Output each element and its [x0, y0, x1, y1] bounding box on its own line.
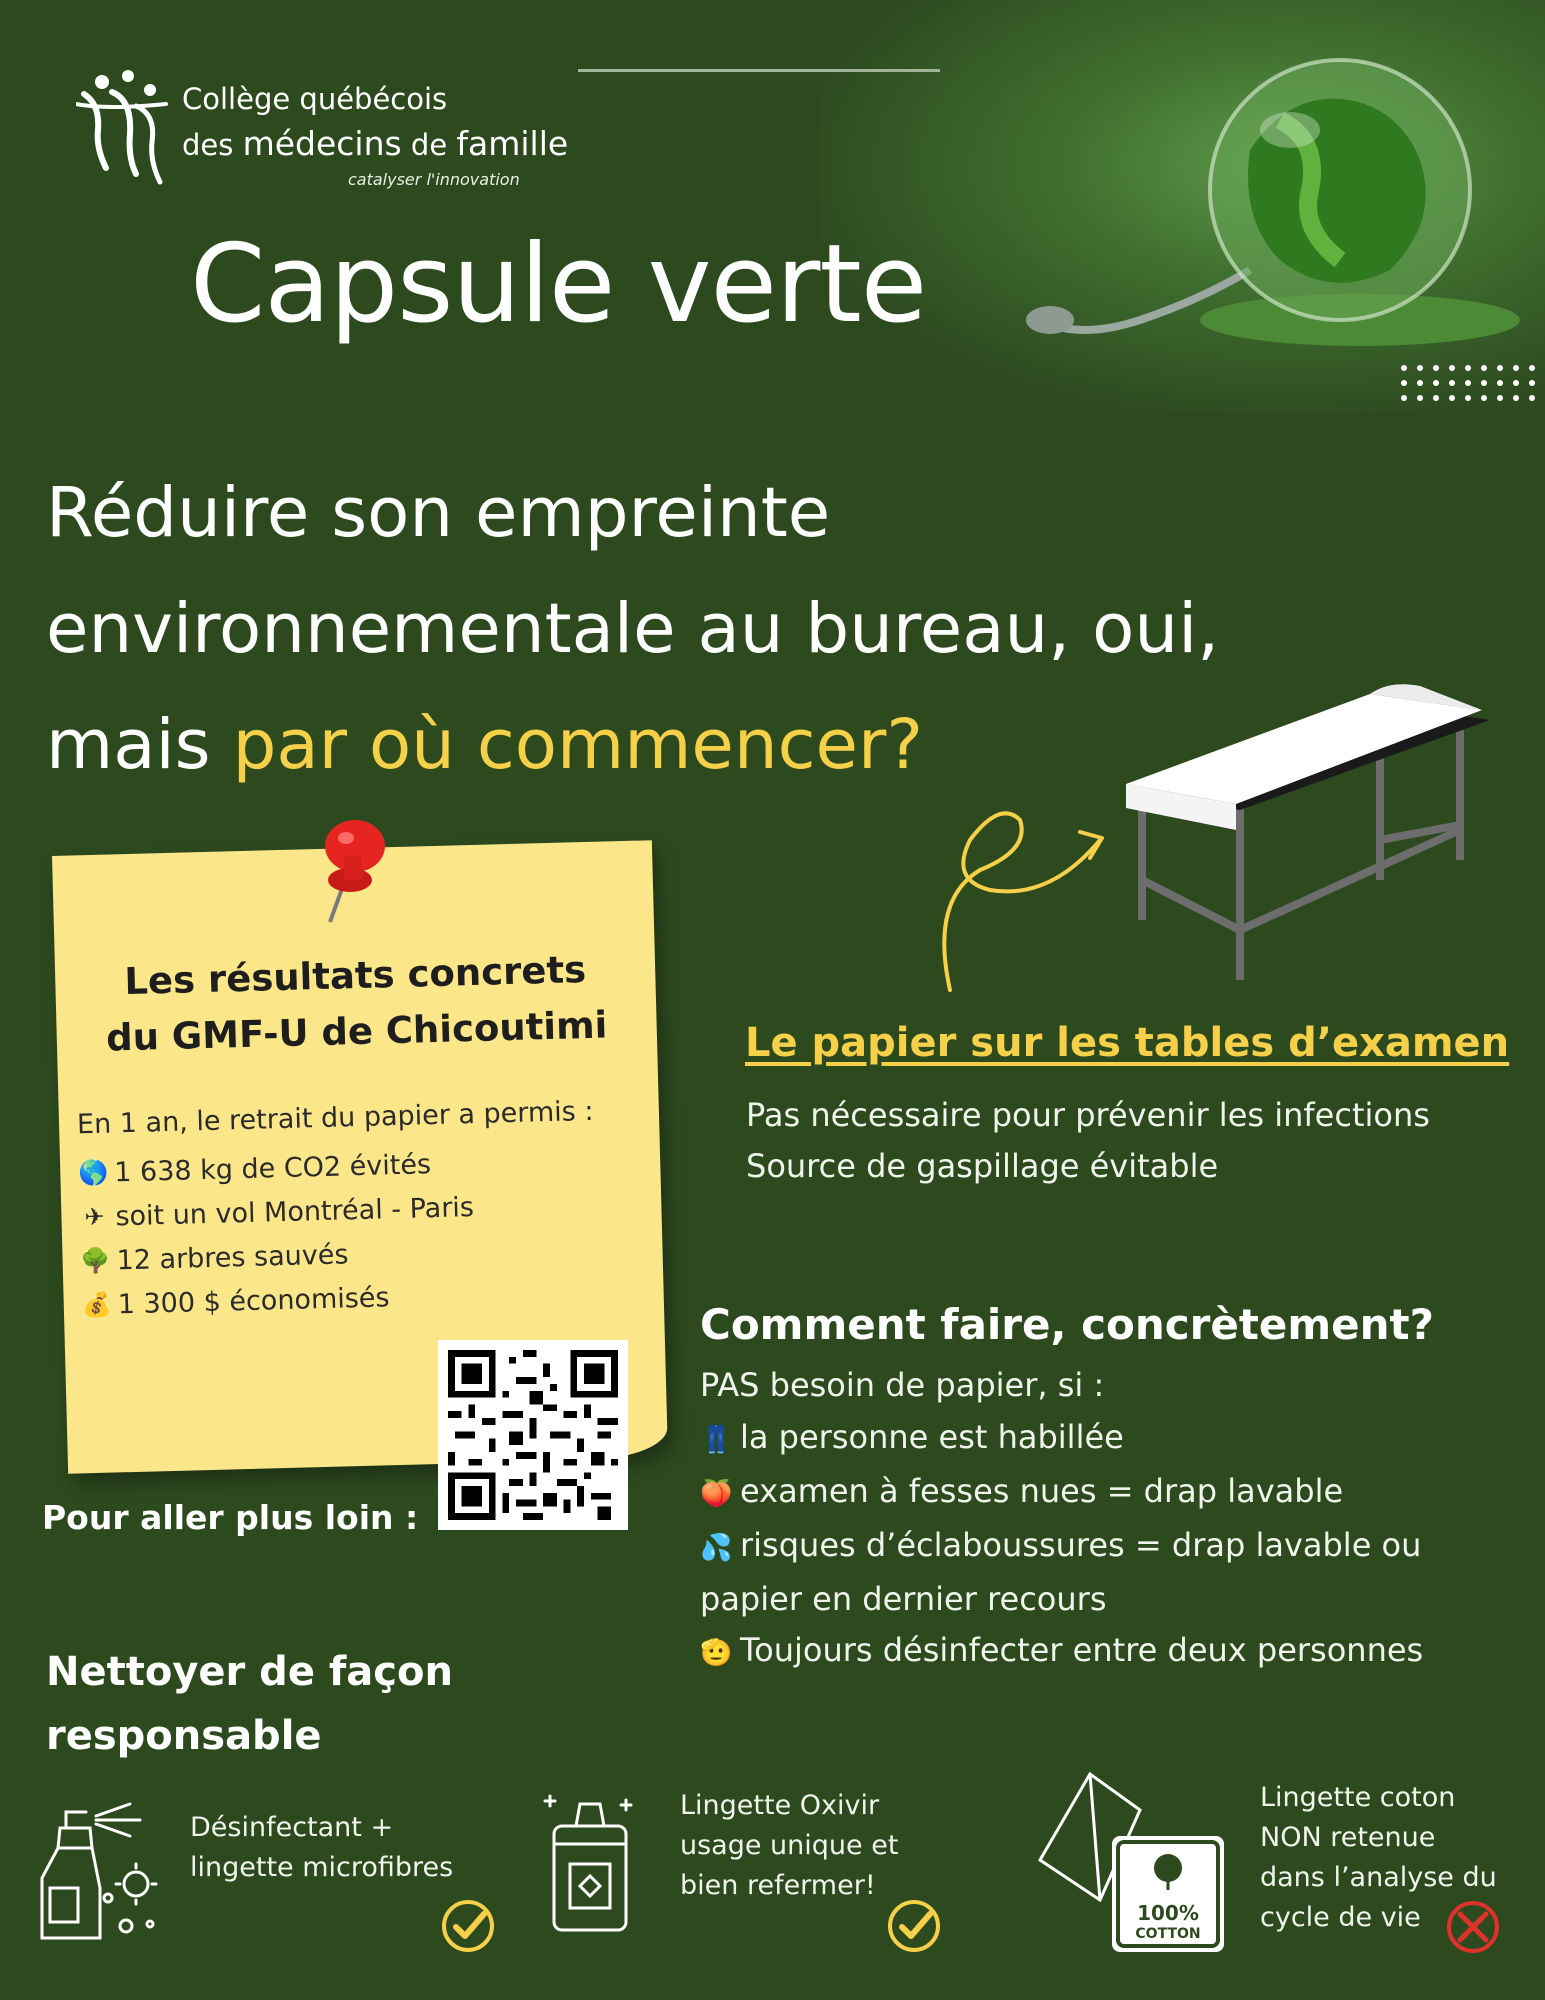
section-title-paper: Le papier sur les tables d’examen — [745, 1020, 1510, 1066]
note-intro: En 1 an, le retrait du papier a permis : — [76, 1095, 594, 1141]
page-title: Capsule verte — [190, 222, 927, 347]
result-text: 1 638 kg de CO2 évités — [113, 1148, 432, 1188]
cleaning-text-line: Lingette Oxivir — [680, 1790, 880, 1821]
headline-line3-start: mais — [46, 705, 233, 785]
logo-text-medecins: médecins — [242, 124, 402, 163]
list-item — [700, 1625, 1520, 1679]
logo-text-de: de — [401, 128, 457, 162]
section-title-cleaning: Nettoyer de façon responsable — [46, 1649, 453, 1759]
list-item — [700, 1520, 1520, 1625]
logo-text-des: des — [182, 128, 243, 162]
note-title-line2: du GMF-U de Chicoutimi — [105, 1003, 608, 1060]
globe-icon: 🌎 — [78, 1158, 109, 1188]
cleaning-item-2 — [680, 1786, 898, 1906]
section-title-how: Comment faire, concrètement? — [700, 1300, 1434, 1349]
droplets-icon: 💦 — [700, 1533, 733, 1563]
decorative-dots — [1398, 362, 1545, 404]
how-item-text: examen à fesses nues = drap lavable — [740, 1472, 1344, 1510]
cleaning-text-line: cycle de vie — [1260, 1902, 1421, 1933]
how-item-text: risques d’éclaboussures = drap lavable ou papier en dernier recours — [700, 1526, 1422, 1618]
paper-desc-line2: Source de gaspillage évitable — [746, 1147, 1219, 1185]
list-item — [700, 1466, 1520, 1520]
result-text: soit un vol Montréal - Paris — [115, 1191, 475, 1232]
airplane-icon: ✈ — [84, 1202, 105, 1232]
cleaning-text-line: Désinfectant + — [190, 1812, 394, 1843]
spray-bottle-icon — [30, 1788, 170, 1948]
how-item-text: Toujours désinfecter entre deux personnes — [740, 1631, 1424, 1669]
curly-arrow-icon — [920, 780, 1120, 1000]
how-list — [700, 1412, 1520, 1679]
paper-desc-line1: Pas nécessaire pour prévenir les infections — [746, 1096, 1430, 1134]
paper-description — [746, 1090, 1430, 1192]
cleaning-text-line: Lingette coton — [1260, 1782, 1456, 1813]
list-item — [700, 1412, 1520, 1466]
headline-highlight: par où commencer? — [232, 705, 923, 785]
saluting-face-icon: 🫡 — [700, 1638, 733, 1668]
cleaning-text-line: lingette microfibres — [190, 1852, 454, 1883]
cross-icon — [1444, 1898, 1502, 1956]
qr-code-icon — [448, 1350, 618, 1520]
cleaning-text-line: dans l’analyse du — [1260, 1862, 1497, 1893]
result-text: 12 arbres sauvés — [116, 1238, 349, 1276]
cleaning-text-line: bien refermer! — [680, 1870, 876, 1901]
peach-icon: 🍑 — [700, 1479, 733, 1509]
logo-text-line1: Collège québécois — [182, 82, 448, 116]
result-text: 1 300 $ économisés — [117, 1281, 390, 1320]
headline-line2: environnementale au bureau, oui, — [46, 589, 1220, 669]
jeans-icon: 👖 — [700, 1425, 733, 1455]
cotton-cloth-icon — [1030, 1770, 1230, 1960]
note-results-list — [78, 1141, 477, 1327]
header-divider — [578, 69, 940, 72]
note-title — [95, 941, 618, 1067]
wipes-container-icon — [540, 1786, 640, 1936]
check-icon — [440, 1898, 496, 1954]
how-item-text: la personne est habillée — [740, 1418, 1124, 1456]
cleaning-text-line: usage unique et — [680, 1830, 899, 1861]
cleaning-text-line: NON retenue — [1260, 1822, 1436, 1853]
exam-table-icon — [1120, 680, 1500, 1000]
further-reading-label: Pour aller plus loin : — [42, 1498, 419, 1537]
note-title-line1: Les résultats concrets — [123, 948, 587, 1004]
logo-tagline: catalyser l'innovation — [348, 170, 520, 189]
eco-globe-stethoscope-icon — [1020, 20, 1540, 360]
cleaning-item-1 — [190, 1808, 453, 1888]
list-item — [81, 1273, 477, 1327]
logo-text-famille: famille — [456, 124, 569, 163]
logo-text-line2 — [182, 124, 568, 163]
check-icon — [886, 1898, 942, 1954]
money-bag-icon: 💰 — [81, 1290, 113, 1320]
cotton-label-word: COTTON — [1135, 1926, 1201, 1942]
push-pin-icon — [300, 812, 410, 932]
qr-code[interactable] — [438, 1340, 628, 1530]
tree-icon: 🌳 — [80, 1246, 111, 1276]
cotton-label-percent: 100% — [1137, 1901, 1199, 1925]
headline-line1: Réduire son empreinte — [46, 473, 831, 553]
how-intro: PAS besoin de papier, si : — [700, 1366, 1105, 1404]
